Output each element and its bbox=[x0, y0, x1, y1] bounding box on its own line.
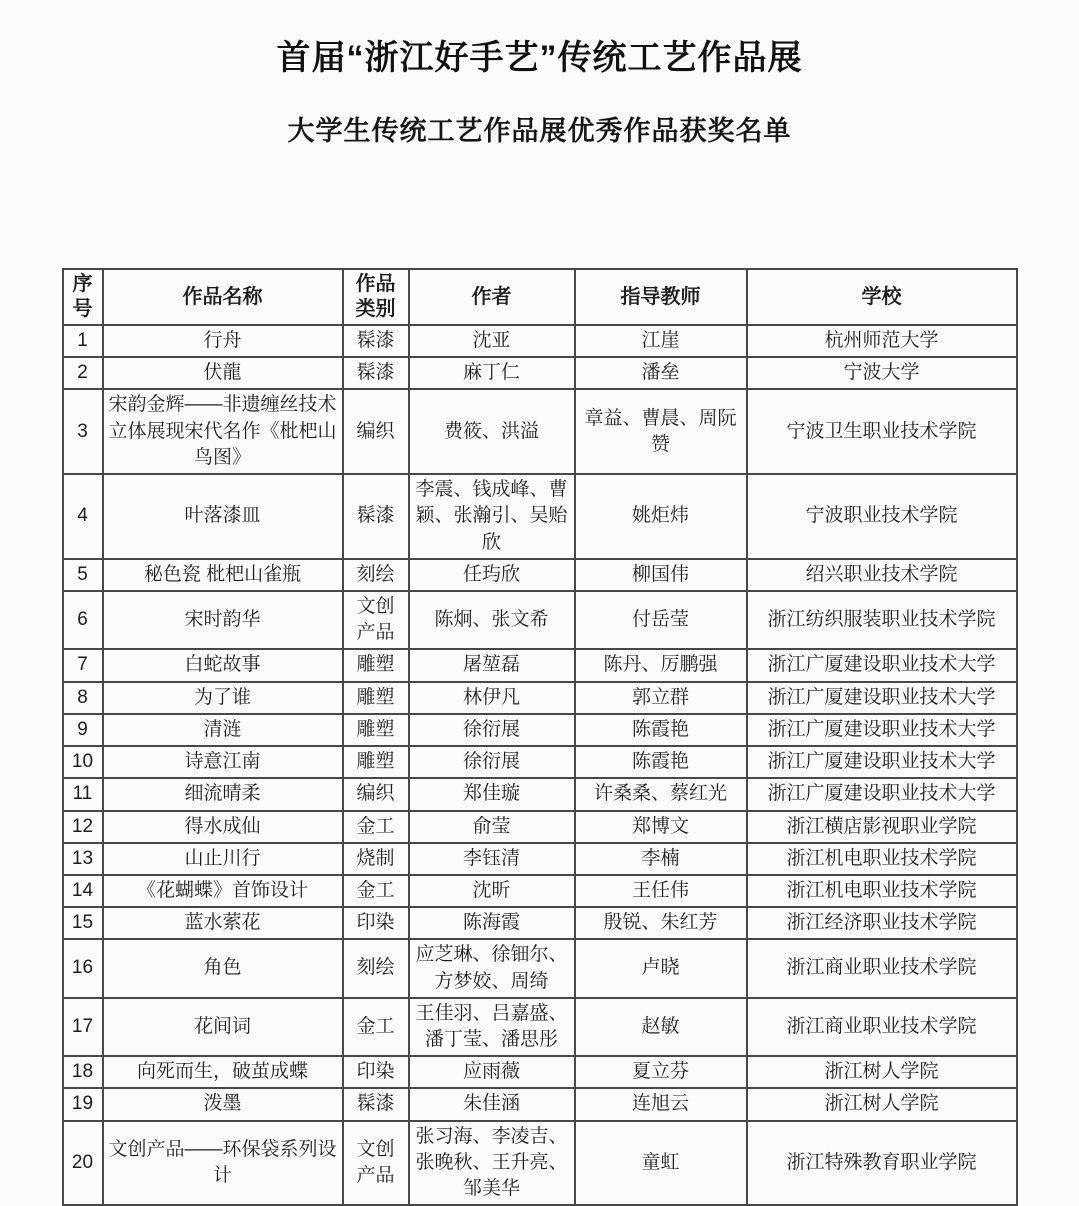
header-cell-category: 作品类别 bbox=[343, 269, 409, 325]
cell-teachers: 夏立芬 bbox=[575, 1056, 747, 1088]
cell-teachers: 江崖 bbox=[575, 325, 747, 357]
cell-authors: 沈亚 bbox=[409, 325, 575, 357]
cell-no: 6 bbox=[63, 591, 103, 649]
table-row bbox=[63, 939, 1017, 997]
cell-category: 文创产品 bbox=[343, 591, 409, 649]
cell-no: 20 bbox=[63, 1121, 103, 1206]
table-row bbox=[63, 682, 1017, 714]
table-row bbox=[63, 559, 1017, 591]
cell-school: 浙江经济职业技术学院 bbox=[747, 907, 1017, 939]
header-cell-school: 学校 bbox=[747, 269, 1017, 325]
cell-school: 宁波卫生职业技术学院 bbox=[747, 389, 1017, 474]
table-row bbox=[63, 357, 1017, 389]
cell-teachers: 潘垒 bbox=[575, 357, 747, 389]
cell-work: 泼墨 bbox=[103, 1088, 343, 1120]
table-row bbox=[63, 389, 1017, 474]
cell-category: 印染 bbox=[343, 907, 409, 939]
page-title: 首届“浙江好手艺”传统工艺作品展 bbox=[276, 39, 803, 77]
cell-school: 浙江横店影视职业学院 bbox=[747, 811, 1017, 843]
cell-category: 雕塑 bbox=[343, 746, 409, 778]
cell-authors: 应雨薇 bbox=[409, 1056, 575, 1088]
cell-category: 金工 bbox=[343, 998, 409, 1056]
cell-teachers: 姚炬炜 bbox=[575, 474, 747, 559]
cell-school: 浙江机电职业技术学院 bbox=[747, 843, 1017, 875]
page-subtitle: 大学生传统工艺作品展优秀作品获奖名单 bbox=[287, 116, 792, 146]
cell-no: 19 bbox=[63, 1088, 103, 1120]
cell-teachers: 郑博文 bbox=[575, 811, 747, 843]
table-row bbox=[63, 811, 1017, 843]
cell-work: 向死而生，破茧成蝶 bbox=[103, 1056, 343, 1088]
cell-no: 12 bbox=[63, 811, 103, 843]
cell-school: 浙江树人学院 bbox=[747, 1088, 1017, 1120]
cell-category: 髹漆 bbox=[343, 474, 409, 559]
cell-authors: 陈海霞 bbox=[409, 907, 575, 939]
cell-teachers: 陈霞艳 bbox=[575, 746, 747, 778]
cell-no: 1 bbox=[63, 325, 103, 357]
cell-authors: 应芝琳、徐钿尔、方梦姣、周绮 bbox=[409, 939, 575, 997]
table-row bbox=[63, 746, 1017, 778]
cell-school: 浙江广厦建设职业技术大学 bbox=[747, 714, 1017, 746]
table-row bbox=[63, 875, 1017, 907]
cell-no: 14 bbox=[63, 875, 103, 907]
cell-teachers: 章益、曹晨、周阮赞 bbox=[575, 389, 747, 474]
cell-no: 11 bbox=[63, 778, 103, 810]
cell-school: 宁波职业技术学院 bbox=[747, 474, 1017, 559]
cell-school: 浙江树人学院 bbox=[747, 1056, 1017, 1088]
table-row bbox=[63, 591, 1017, 649]
cell-teachers: 李楠 bbox=[575, 843, 747, 875]
cell-work: 角色 bbox=[103, 939, 343, 997]
cell-authors: 林伊凡 bbox=[409, 682, 575, 714]
cell-authors: 李震、钱成峰、曹颖、张瀚引、吴贻欣 bbox=[409, 474, 575, 559]
cell-teachers: 陈丹、厉鹏强 bbox=[575, 649, 747, 681]
cell-school: 杭州师范大学 bbox=[747, 325, 1017, 357]
cell-school: 浙江商业职业技术学院 bbox=[747, 939, 1017, 997]
cell-no: 8 bbox=[63, 682, 103, 714]
cell-teachers: 卢晓 bbox=[575, 939, 747, 997]
table-row bbox=[63, 998, 1017, 1056]
cell-authors: 沈昕 bbox=[409, 875, 575, 907]
cell-school: 浙江广厦建设职业技术大学 bbox=[747, 682, 1017, 714]
table-row bbox=[63, 1121, 1017, 1206]
cell-category: 雕塑 bbox=[343, 714, 409, 746]
cell-category: 髹漆 bbox=[343, 1088, 409, 1120]
cell-authors: 徐衍展 bbox=[409, 746, 575, 778]
cell-school: 浙江机电职业技术学院 bbox=[747, 875, 1017, 907]
cell-authors: 陈炯、张文希 bbox=[409, 591, 575, 649]
cell-school: 浙江广厦建设职业技术大学 bbox=[747, 778, 1017, 810]
cell-authors: 屠堃磊 bbox=[409, 649, 575, 681]
cell-work: 细流晴柔 bbox=[103, 778, 343, 810]
cell-teachers: 童虹 bbox=[575, 1121, 747, 1206]
cell-no: 17 bbox=[63, 998, 103, 1056]
cell-teachers: 赵敏 bbox=[575, 998, 747, 1056]
cell-category: 雕塑 bbox=[343, 649, 409, 681]
cell-school: 浙江广厦建设职业技术大学 bbox=[747, 649, 1017, 681]
table-row bbox=[63, 474, 1017, 559]
cell-category: 刻绘 bbox=[343, 939, 409, 997]
cell-category: 刻绘 bbox=[343, 559, 409, 591]
cell-work: 白蛇故事 bbox=[103, 649, 343, 681]
cell-work: 宋韵金辉——非遗缠丝技术立体展现宋代名作《枇杷山鸟图》 bbox=[103, 389, 343, 474]
cell-authors: 任玙欣 bbox=[409, 559, 575, 591]
cell-school: 宁波大学 bbox=[747, 357, 1017, 389]
cell-teachers: 许桑桑、蔡红光 bbox=[575, 778, 747, 810]
table-row bbox=[63, 1056, 1017, 1088]
cell-work: 得水成仙 bbox=[103, 811, 343, 843]
cell-no: 18 bbox=[63, 1056, 103, 1088]
table-row bbox=[63, 325, 1017, 357]
cell-authors: 李钰清 bbox=[409, 843, 575, 875]
cell-category: 髹漆 bbox=[343, 325, 409, 357]
cell-authors: 俞莹 bbox=[409, 811, 575, 843]
cell-teachers: 王任伟 bbox=[575, 875, 747, 907]
cell-teachers: 连旭云 bbox=[575, 1088, 747, 1120]
cell-teachers: 郭立群 bbox=[575, 682, 747, 714]
table-row bbox=[63, 714, 1017, 746]
cell-work: 山止川行 bbox=[103, 843, 343, 875]
cell-teachers: 付岳莹 bbox=[575, 591, 747, 649]
cell-authors: 麻丁仁 bbox=[409, 357, 575, 389]
cell-no: 15 bbox=[63, 907, 103, 939]
cell-work: 叶落漆皿 bbox=[103, 474, 343, 559]
cell-category: 编织 bbox=[343, 389, 409, 474]
cell-authors: 王佳羽、吕嘉盛、潘丁莹、潘思彤 bbox=[409, 998, 575, 1056]
header-cell-teachers: 指导教师 bbox=[575, 269, 747, 325]
cell-work: 文创产品——环保袋系列设计 bbox=[103, 1121, 343, 1206]
table-row bbox=[63, 907, 1017, 939]
cell-work: 清涟 bbox=[103, 714, 343, 746]
cell-work: 诗意江南 bbox=[103, 746, 343, 778]
cell-teachers: 殷锐、朱红芳 bbox=[575, 907, 747, 939]
cell-authors: 费筱、洪溢 bbox=[409, 389, 575, 474]
cell-category: 编织 bbox=[343, 778, 409, 810]
cell-work: 宋时韵华 bbox=[103, 591, 343, 649]
cell-category: 雕塑 bbox=[343, 682, 409, 714]
cell-authors: 徐衍展 bbox=[409, 714, 575, 746]
cell-work: 《花蝴蝶》首饰设计 bbox=[103, 875, 343, 907]
cell-no: 5 bbox=[63, 559, 103, 591]
cell-category: 烧制 bbox=[343, 843, 409, 875]
cell-school: 绍兴职业技术学院 bbox=[747, 559, 1017, 591]
table-row bbox=[63, 649, 1017, 681]
cell-no: 3 bbox=[63, 389, 103, 474]
cell-no: 10 bbox=[63, 746, 103, 778]
cell-work: 为了谁 bbox=[103, 682, 343, 714]
cell-school: 浙江纺织服装职业技术学院 bbox=[747, 591, 1017, 649]
cell-category: 金工 bbox=[343, 875, 409, 907]
cell-authors: 张习海、李凌吉、张晚秋、王升亮、邹美华 bbox=[409, 1121, 575, 1206]
header-cell-authors: 作者 bbox=[409, 269, 575, 325]
cell-no: 7 bbox=[63, 649, 103, 681]
cell-category: 文创产品 bbox=[343, 1121, 409, 1206]
cell-category: 金工 bbox=[343, 811, 409, 843]
cell-teachers: 陈霞艳 bbox=[575, 714, 747, 746]
cell-no: 16 bbox=[63, 939, 103, 997]
cell-work: 蓝水萦花 bbox=[103, 907, 343, 939]
table-header-row bbox=[63, 269, 1017, 325]
cell-school: 浙江特殊教育职业学院 bbox=[747, 1121, 1017, 1206]
cell-no: 9 bbox=[63, 714, 103, 746]
cell-authors: 朱佳涵 bbox=[409, 1088, 575, 1120]
cell-teachers: 柳国伟 bbox=[575, 559, 747, 591]
header-cell-work: 作品名称 bbox=[103, 269, 343, 325]
cell-work: 花间词 bbox=[103, 998, 343, 1056]
cell-work: 行舟 bbox=[103, 325, 343, 357]
cell-school: 浙江广厦建设职业技术大学 bbox=[747, 746, 1017, 778]
header-cell-no: 序号 bbox=[63, 269, 103, 325]
cell-authors: 郑佳璇 bbox=[409, 778, 575, 810]
cell-no: 4 bbox=[63, 474, 103, 559]
cell-category: 印染 bbox=[343, 1056, 409, 1088]
cell-category: 髹漆 bbox=[343, 357, 409, 389]
table-row bbox=[63, 843, 1017, 875]
cell-work: 秘色瓷 枇杷山雀瓶 bbox=[103, 559, 343, 591]
cell-school: 浙江商业职业技术学院 bbox=[747, 998, 1017, 1056]
cell-no: 13 bbox=[63, 843, 103, 875]
cell-work: 伏龍 bbox=[103, 357, 343, 389]
awards-table bbox=[62, 268, 1018, 1206]
cell-no: 2 bbox=[63, 357, 103, 389]
table-row bbox=[63, 778, 1017, 810]
table-row bbox=[63, 1088, 1017, 1120]
